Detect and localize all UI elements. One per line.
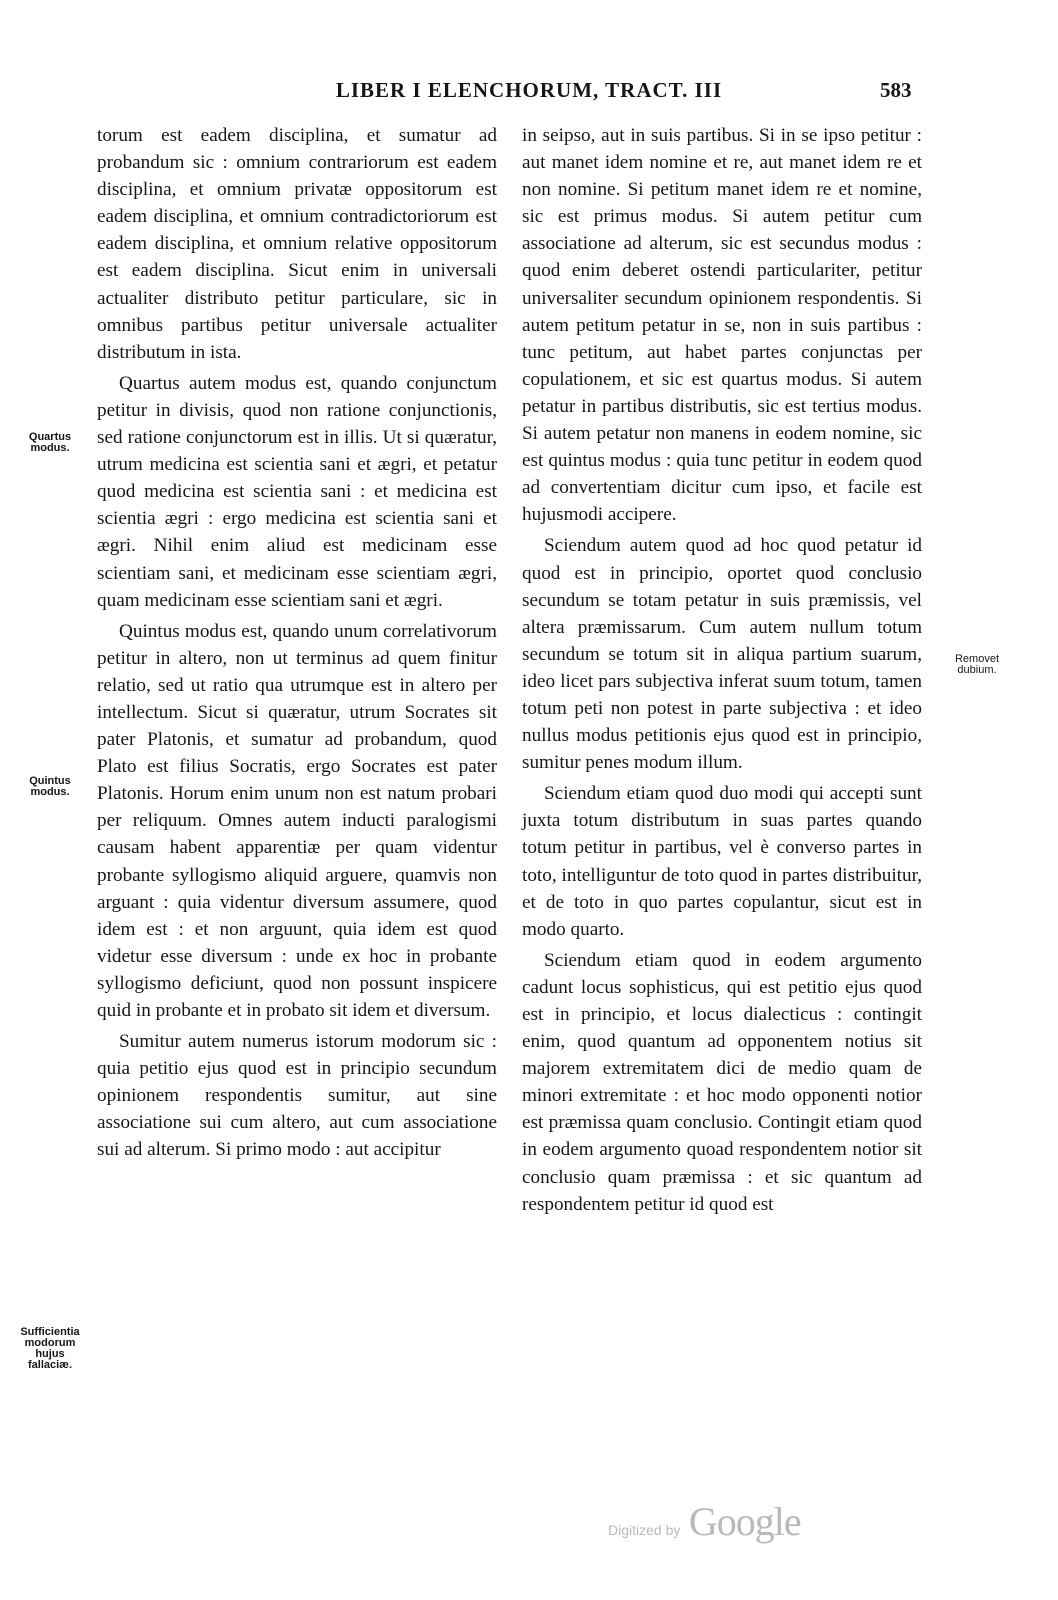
running-header: LIBER I ELENCHORUM, TRACT. III	[335, 78, 723, 102]
google-logo: Google	[688, 1499, 801, 1544]
watermark-prefix: Digitized by	[608, 1522, 681, 1538]
paragraph: Sumitur autem numerus istorum modorum sic : quia petitio ejus quod est in principio secundum opinionem respondentis sumitur, aut sine associatione sui cum altero, aut cum associatione sui ad alterum. Si primo modo : aut accipitur	[97, 1031, 497, 1161]
page-number: 583	[880, 78, 912, 102]
marginal-note-sufficientia: Sufficientia modorum hujus fallaciæ.	[20, 1326, 80, 1371]
marginal-note-removet: Removet dubium.	[954, 653, 1000, 676]
paragraph: torum est eadem disciplina, et sumatur ad probandum sic : omnium contrariorum est eadem disciplina, et omnium privatæ oppositorum est eadem disciplina, et omnium contradictoriorum est eadem disciplina, et omnium relative oppositorum est eadem disciplina. Sicut enim in universali actualiter distributo petitur particulare, sic in omnibus partibus petitur universale actualiter distributum in ista.	[97, 125, 497, 363]
right-column	[522, 122, 922, 1222]
paragraph: Sciendum etiam quod duo modi qui accepti sunt juxta totum distributum in suas partes quando totum petitur in partibus, vel è converso partes in toto, intelliguntur de toto quod in partes distribuitur, et de toto in quo partes copulantur, sicut est in modo quarto.	[522, 783, 922, 940]
paragraph: Sciendum etiam quod in eodem argumento cadunt locus sophisticus, qui est petitio ejus quod est in principio, et locus dialecticus : contingit enim, quod quantum ad opponentem notius sit majorem extremitatem dici de medio quam de minori extremitate : et hoc modo opponenti notior est præmissa quam conclusio. Contingit etiam quod in eodem argumento quoad respondentem notior sit conclusio quam præmissa : et sic quantum ad respondentem petitur id quod est	[522, 949, 922, 1215]
paragraph: Quartus autem modus est, quando conjunctum petitur in divisis, quod non ratione conjunctionis, sed ratione conjunctorum est in illis. Ut si quæratur, utrum medicina est scientia sani et ægri, et petatur quod medicina est scientia sani : et medicina est scientia ægri : ergo medicina est scientia sani et ægri. Nihil enim aliud est medicinam esse scientiam sani, et medicinam esse scientiam ægri, quam medicinam esse scientiam sani et ægri.	[97, 372, 497, 611]
digitized-watermark	[608, 1498, 801, 1545]
marginal-note-quartus: Quartus modus.	[28, 431, 72, 454]
paragraph: Sciendum autem quod ad hoc quod petatur id quod est in principio, oportet quod conclusio secundum se totam petatur in suis præmissis, vel altera præmissarum. Cum autem nullum totum secundum se totum sit in aliqua partium suarum, ideo licet pars subjectiva inferat suum totum, tamen totum peti non potest in parte subjectiva : et ideo nullus modus petitionis ejus quod est in principio, sumitur penes modum illum.	[522, 535, 922, 774]
paragraph: in seipso, aut in suis partibus. Si in se ipso petitur : aut manet idem nomine et re, aut manet idem re et non nomine. Si petitum manet idem re et nomine, sic est primus modus. Si autem petitur cum associatione ad alterum, sic est secundus modus : quod enim deberet ostendi particulariter, petitur universaliter secundum opinionem respondentis. Si autem petitum petatur in se, non in suis partibus : tunc petitum, aut habet partes conjunctas per copulationem, et sic est quartus modus. Si autem petatur in partibus distributis, sic est tertius modus. Si autem petatur non manens in eodem nomine, sic est quintus modus : quia tunc petitur in eodem quod ad convertentiam dicitur cum ipso, et facile est hujusmodi accipere.	[522, 125, 922, 526]
left-column	[97, 122, 497, 1168]
paragraph: Quintus modus est, quando unum correlativorum petitur in altero, non ut terminus ad quem finitur relatio, sed ut ratio qua utrumque est in altero per intellectum. Sicut si quæratur, utrum Socrates sit pater Platonis, et sumatur ad probandum, quod Plato est filius Socratis, ergo Socrates est pater Platonis. Horum enim unum non est natum probari per reliquum. Omnes autem inducti paralogismi causam habent apparentiæ per quam videntur probante syllogismo aliquid arguere, quamvis non arguant : quia videntur diversum assumere, quod idem est : et non arguunt, quia idem est quod videtur esse diversum : unde ex hoc in probante syllogismo deficiunt, quod non possunt inspicere quid in probante et in probato sit idem et diversum.	[97, 620, 497, 1021]
marginal-note-quintus: Quintus modus.	[29, 775, 71, 798]
